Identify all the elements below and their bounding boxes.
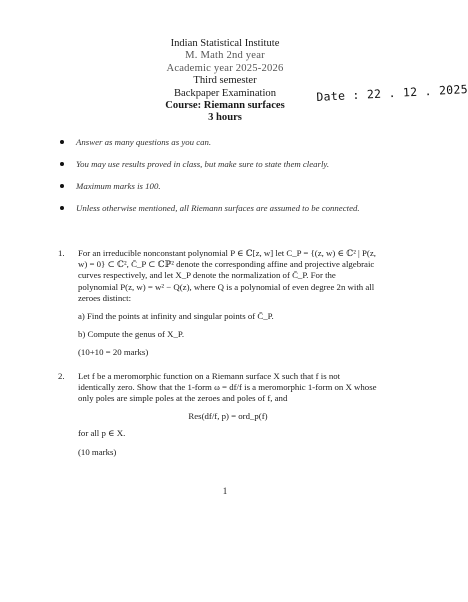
question-tail: for all p ∈ X. (78, 428, 126, 439)
page-number: 1 (222, 486, 228, 496)
question-part-b: b) Compute the genus of X_P. (78, 329, 185, 340)
question-text: For an irreducible nonconstant polynomial P ∈ ℂ[z, w] let C_P = {(z, w) ∈ ℂ² | P(z, w) = 0} ⊂ ℂ², C̄_P ⊂ ℂℙ² denote the corresponding affine and projective algebraic curves respectively, and let X_P denote the normalization of C̄_P. For the polynomial P(z, w) = w² − Q(z), where Q is a polynomial of even degree 2n with all zeroes distinct: (78, 248, 376, 303)
instructions-list (58, 137, 378, 225)
question-marks: (10 marks) (78, 446, 117, 457)
questions-section (58, 248, 378, 470)
handwritten-date: Date : 22 . 12 . 2025 (316, 82, 468, 104)
question-number: 2. (58, 370, 65, 381)
exam-type: Backpaper Examination (173, 87, 277, 99)
question-marks: (10+10 = 20 marks) (78, 347, 149, 358)
instruction-item: Answer as many questions as you can. (58, 137, 378, 148)
instruction-item: Unless otherwise mentioned, all Riemann surfaces are assumed to be connected. (58, 203, 378, 214)
bullet-icon (60, 140, 64, 144)
course-title: Course: Riemann surfaces (165, 100, 285, 112)
exam-header (0, 38, 450, 125)
program-name: M. Math 2nd year (185, 50, 265, 62)
question-part-a: a) Find the points at infinity and singular points of C̄_P. (78, 311, 274, 322)
bullet-icon (60, 162, 64, 166)
question-2 (58, 371, 378, 458)
residue-formula: Res(df/f, p) = ord_p(f) (188, 411, 268, 422)
question-number: 1. (58, 248, 65, 258)
bullet-icon (60, 184, 64, 188)
instruction-item: Maximum marks is 100. (58, 181, 378, 192)
instruction-item: You may use results proved in class, but make sure to state them clearly. (58, 159, 378, 170)
semester: Third semester (193, 75, 257, 87)
institute-name: Indian Statistical Institute (170, 38, 280, 49)
question-1 (58, 248, 378, 359)
bullet-icon (60, 206, 64, 210)
academic-year: Academic year 2025-2026 (166, 62, 284, 74)
exam-duration: 3 hours (208, 112, 242, 124)
question-text: Let f be a meromorphic function on a Riemann surface X such that f is not identically zero. Show that the 1-form ω = df/f is a meromorphic 1-form on X whose only poles are simple poles at the zeroes and poles of f, and (78, 370, 377, 404)
